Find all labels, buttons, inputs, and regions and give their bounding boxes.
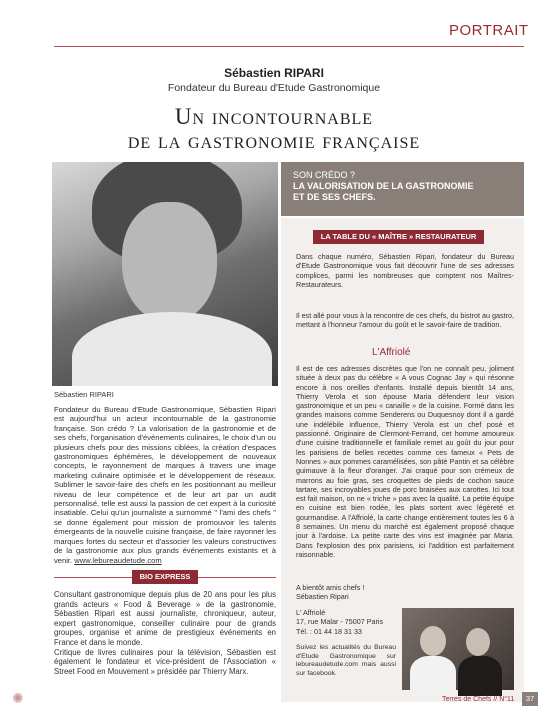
person-name: Sébastien RIPARI	[224, 66, 324, 80]
sign-off	[296, 583, 514, 602]
chefs-photo	[402, 608, 514, 690]
restaurant-review: Il est de ces adresses discrètes que l'on ne connaît peu, joliment située à deux pas du célèbre « A vous Cognac Jay » qui résonne encore à nos oreilles d'enfants. Installé depuis bientôt 14 ans, Thierry Verola et son épouse Maria défendent leur vision gastronomique et un peu « canaille » de la cuisine. Formé dans les grandes maisons comme Senderens ou Duquesnoy dont il a gardé une indélébile influence, Thierry Verola est un chef posé et passionné. Originaire de Clermont-Ferrand, cet homme amoureux d'une cuisine traditionnelle et familiale remet au goût du jour pour les parisiens de belles recettes comme ces fameux « Pets de Nonnes » aux pommes caramélisées, son pâté Pantin et sa célèbre guimauve à la fleur d'oranger. J'ai craqué pour son crémeux de marrons au foie gras, ses croquettes de pieds de cochon sauce tartare, ses incroyables joues de porc braisées aux carottes. Ici tout est fait maison, on ne « triche » pas avec la qualité. La petite équipe en cuisine est bien rodée, les plats sortent avec légèreté et gourmandise. A l'Affriolé, la carte change entièrement toutes les 6 à 8 semaines. Un menu du marché est également proposé chaque jour à l'ardoise. La petite carte des vins est imaginée par Maria. Dans l'explosion des prix parisiens, ici l'addition est parfaitement raisonnable.	[296, 364, 514, 559]
credo-question: SON CRÉDO ?	[293, 170, 356, 180]
photo-caption: Sébastien RIPARI	[54, 390, 114, 399]
article-title-line2: de la gastronomie française	[127, 128, 421, 153]
address-street: 17, rue Malar - 75007 Paris	[296, 617, 384, 627]
sign-name: Sébastien Ripari	[296, 592, 349, 602]
credo-box	[281, 162, 524, 216]
credo-line1: LA VALORISATION DE LA GASTRONOMIE	[293, 181, 474, 191]
restaurant-address	[296, 608, 396, 636]
bio-text-2: Critique de livres culinaires pour la télévision, Sébastien est également le fondateur et vice-président de l'Association « Street Food en Mouvement » présidée par Thierry Marx.	[54, 647, 276, 676]
magazine-footer: Terres de Chefs // N°11	[442, 696, 515, 703]
table-label: LA TABLE DU « MAÎTRE » RESTAURATEUR	[313, 230, 484, 244]
page-number: 37	[522, 692, 538, 706]
follow-text: Suivez les actualités du Bureau d'Etude Gastronomique sur lebureaudetude.com mais aussi sur facebook.	[296, 644, 396, 677]
website-link[interactable]: www.lebureaudetude.com	[74, 555, 162, 565]
panel-intro-2: Il est allé pour vous à la rencontre de ces chefs, du bistrot au gastro, mettant à l'honneur l'amour du goût et le savoir-faire de tradition.	[296, 311, 514, 330]
address-name: L' Affriolé	[296, 608, 326, 617]
section-divider	[54, 46, 524, 47]
intro-text: Fondateur du Bureau d'Etude Gastronomique, Sébastien Ripari est aujourd'hui un acteur incontournable de la gastronomie française. Son crédo ? La valorisation de la gastronomie et de ses chefs, l'organisation d'événements culinaires, le choix d'un ou plusieurs chefs pour des missions ciblées, la création d'espaces gastronomiques éphémères, le développement de nouveaux concepts, le rayonnement de marques à travers une image marketing culinaire optimisée et le développement de réseaux. Sublimer le savoir-faire des chefs en les positionnant au meilleur niveau de leur compétence et de leur art par un audit personnalisé, telle est aussi la passion de cet expert à la curiosité insatiable. Celui qu'un journaliste a surnommé " l'ami des chefs " se donne également pour mission de promouvoir les talents émergeants de la nouvelle cuisine française, de faire rayonner les marques fortes du secteur et d'associer les valeurs constructives de la gastronomie aux plus grands événements existants et à venir.	[54, 405, 276, 565]
bio-paragraph	[54, 590, 276, 676]
intro-paragraph	[54, 405, 276, 565]
panel-intro: Dans chaque numéro, Sébastien Ripari, fondateur du Bureau d'Etude Gastronomique vous fait découvrir l'une de ses adresses complices, parmi les nombreuses que comptent nos Maîtres-Restaurateurs.	[296, 252, 514, 289]
person-role: Fondateur du Bureau d'Etude Gastronomique	[167, 82, 381, 94]
lightbulb-icon: ✺	[12, 690, 24, 706]
address-phone: Tél. : 01 44 18 31 33	[296, 626, 362, 636]
bio-text-1: Consultant gastronomique depuis plus de 20 ans pour les plus grands acteurs « Food & Beverage » de la gastronomie, Sébastien Ripari est aussi journaliste, chroniqueur, auteur, expert gastronomique, conseiller culinaire pour de grands groupes, organise et anime de prestigieux événements en France et dans le monde.	[54, 590, 276, 647]
sign-off-text: A bientôt amis chefs !	[296, 583, 365, 592]
restaurant-heading: L'Affriolé	[372, 347, 411, 358]
portrait-photo	[52, 162, 278, 386]
bio-label: BIO EXPRESS	[132, 570, 198, 584]
article-title-line1: Un incontournable	[174, 104, 374, 129]
section-tag: PORTRAIT	[449, 22, 529, 39]
credo-line2: ET DE SES CHEFS.	[293, 192, 376, 202]
